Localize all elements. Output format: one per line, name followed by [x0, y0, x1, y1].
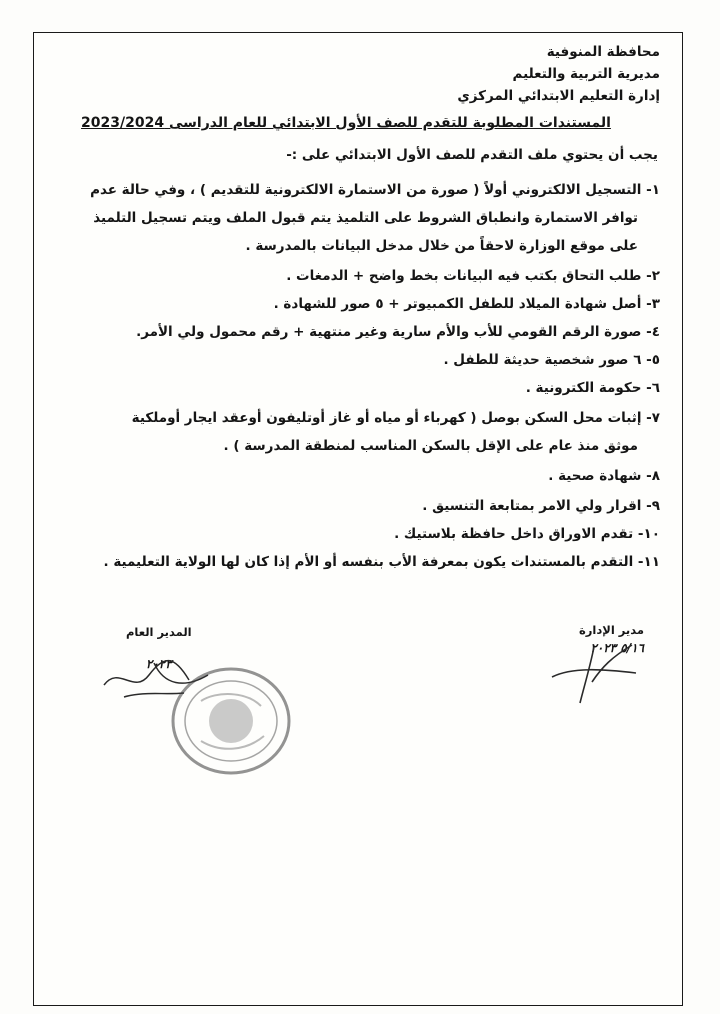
- requirements-list: [70, 179, 660, 579]
- list-item: [70, 495, 660, 517]
- item-line: على موقع الوزارة لاحقاً من خلال مدخل البيانات بالمدرسة .: [245, 238, 638, 254]
- item-line: ٧- إثبات محل السكن بوصل ( كهرباء أو مياه أو غاز أوتليفون أوعقد ايجار أوملكية: [131, 410, 660, 426]
- list-item: [70, 407, 660, 457]
- director-title: مدير الإدارة: [579, 623, 644, 637]
- list-item: [70, 293, 660, 315]
- list-item: [70, 321, 660, 343]
- list-item: [70, 465, 660, 487]
- list-item: [70, 523, 660, 545]
- title-year: 2023/2024: [81, 115, 165, 131]
- governorate-name: محافظة المنوفية: [546, 44, 660, 60]
- general-director-signature-date: ٢٠٢٣: [145, 657, 172, 671]
- item-line: ١- التسجيل الالكتروني أولاً ( صورة من الاستمارة الالكترونية للتقديم ) ، وفي حالة عدم: [90, 182, 660, 198]
- document-page: [33, 32, 683, 1006]
- list-item: [70, 377, 660, 399]
- director-signature-scribble: [532, 637, 642, 707]
- item-line: ٦- حكومة الكترونية .: [525, 380, 660, 396]
- official-stamp: [166, 661, 296, 781]
- item-line: ٢- طلب التحاق بكتب فيه البيانات بخط واضح + الدمغات .: [286, 268, 660, 284]
- department-name: إدارة التعليم الابتدائي المركزي: [457, 88, 660, 104]
- intro-text: يجب أن يحتوي ملف التقدم للصف الأول الابتدائي على :-: [286, 147, 658, 163]
- list-item: [70, 265, 660, 287]
- item-line: ١١- التقدم بالمستندات يكون بمعرفة الأب بنفسه أو الأم إذا كان لها الولاية التعليمية .: [103, 554, 660, 570]
- general-director-title: المدير العام: [126, 625, 192, 639]
- item-line: ٤- صورة الرقم القومي للأب والأم سارية وغير منتهية + رقم محمول ولي الأمر.: [136, 324, 660, 340]
- director-signature-date: ٥/١٦ ٢٠٢٣: [590, 641, 644, 655]
- item-line: موثق منذ عام على الإقل بالسكن المناسب لمنطقة المدرسة ) .: [223, 438, 638, 454]
- item-line: توافر الاستمارة وانطباق الشروط على التلميذ يتم قبول الملف ويتم تسجيل التلميذ: [93, 210, 638, 226]
- letterhead: [457, 41, 660, 107]
- title-text: المستندات المطلوبة للتقدم للصف الأول الابتدائي للعام الدراسى: [168, 115, 611, 131]
- item-line: ٥- ٦ صور شخصية حديثة للطفل .: [443, 352, 660, 368]
- document-title: [34, 115, 658, 131]
- list-item: [70, 179, 660, 257]
- item-line: ٣- أصل شهادة الميلاد للطفل الكمبيوتر + ٥ صور للشهادة .: [273, 296, 660, 312]
- item-line: ٩- اقرار ولي الامر بمتابعة التنسيق .: [422, 498, 660, 514]
- list-item: [70, 349, 660, 371]
- directorate-name: مديرية التربية والتعليم: [512, 66, 660, 82]
- item-line: ١٠- تقدم الاوراق داخل حافظة بلاستيك .: [394, 526, 660, 542]
- item-line: ٨- شهادة صحية .: [548, 468, 660, 484]
- list-item: [70, 551, 660, 573]
